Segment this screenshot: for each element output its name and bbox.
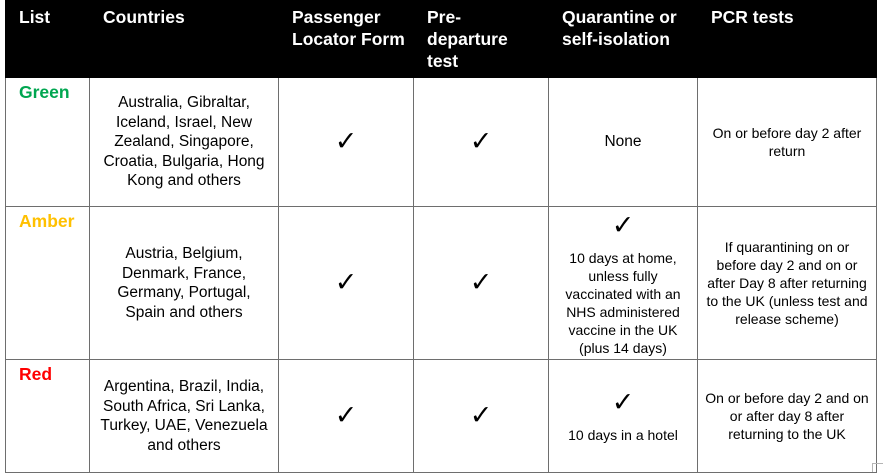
page-corner-marker xyxy=(872,463,883,472)
checkmark-icon: ✓ xyxy=(334,126,358,157)
header-quarantine: Quarantine or self-isolation xyxy=(549,1,698,78)
quarantine-cell xyxy=(549,360,698,473)
quarantine-cell xyxy=(549,78,698,207)
passenger-locator-form-cell xyxy=(279,78,414,207)
checkmark-icon: ✓ xyxy=(469,400,493,431)
header-pcr-tests: PCR tests xyxy=(698,1,877,78)
checkmark-icon: ✓ xyxy=(469,126,493,157)
passenger-locator-form-cell xyxy=(279,207,414,360)
travel-rules-table xyxy=(5,0,877,473)
checkmark-icon: ✓ xyxy=(611,210,635,241)
checkmark-icon: ✓ xyxy=(611,387,635,418)
table-row-green xyxy=(6,78,877,207)
list-name-green: Green xyxy=(6,78,90,207)
pcr-tests-cell: On or before day 2 and on or after day 8 after returning to the UK xyxy=(698,360,877,473)
quarantine-content xyxy=(555,211,691,357)
pcr-tests-cell: If quarantining on or before day 2 and on or after Day 8 after returning to the UK (unless test and release scheme) xyxy=(698,207,877,360)
header-pre-departure-test: Pre-departure test xyxy=(414,1,549,78)
quarantine-text: 10 days in a hotel xyxy=(568,427,678,443)
countries-cell: Austria, Belgium, Denmark, France, Germany, Portugal, Spain and others xyxy=(90,207,279,360)
pcr-tests-cell: On or before day 2 after return xyxy=(698,78,877,207)
quarantine-text: None xyxy=(604,133,642,151)
list-name-red: Red xyxy=(6,360,90,473)
pre-departure-test-cell xyxy=(414,360,549,473)
header-passenger-locator-form: Passenger Locator Form xyxy=(279,1,414,78)
checkmark-icon: ✓ xyxy=(334,267,358,298)
table-row-red xyxy=(6,360,877,473)
countries-cell: Argentina, Brazil, India, South Africa, Sri Lanka, Turkey, UAE, Venezuela and others xyxy=(90,360,279,473)
passenger-locator-form-cell xyxy=(279,360,414,473)
quarantine-text: 10 days at home, unless fully vaccinated with an NHS administered vaccine in the UK (plus 14 days) xyxy=(565,250,681,356)
list-name-amber: Amber xyxy=(6,207,90,360)
pre-departure-test-cell xyxy=(414,78,549,207)
quarantine-cell xyxy=(549,207,698,360)
checkmark-icon: ✓ xyxy=(469,267,493,298)
header-row xyxy=(6,1,877,78)
countries-cell: Australia, Gibraltar, Iceland, Israel, New Zealand, Singapore, Croatia, Bulgaria, Hong Kong and others xyxy=(90,78,279,207)
pre-departure-test-cell xyxy=(414,207,549,360)
checkmark-icon: ✓ xyxy=(334,400,358,431)
header-list: List xyxy=(6,1,90,78)
table-row-amber xyxy=(6,207,877,360)
header-countries: Countries xyxy=(90,1,279,78)
quarantine-content xyxy=(555,388,691,444)
